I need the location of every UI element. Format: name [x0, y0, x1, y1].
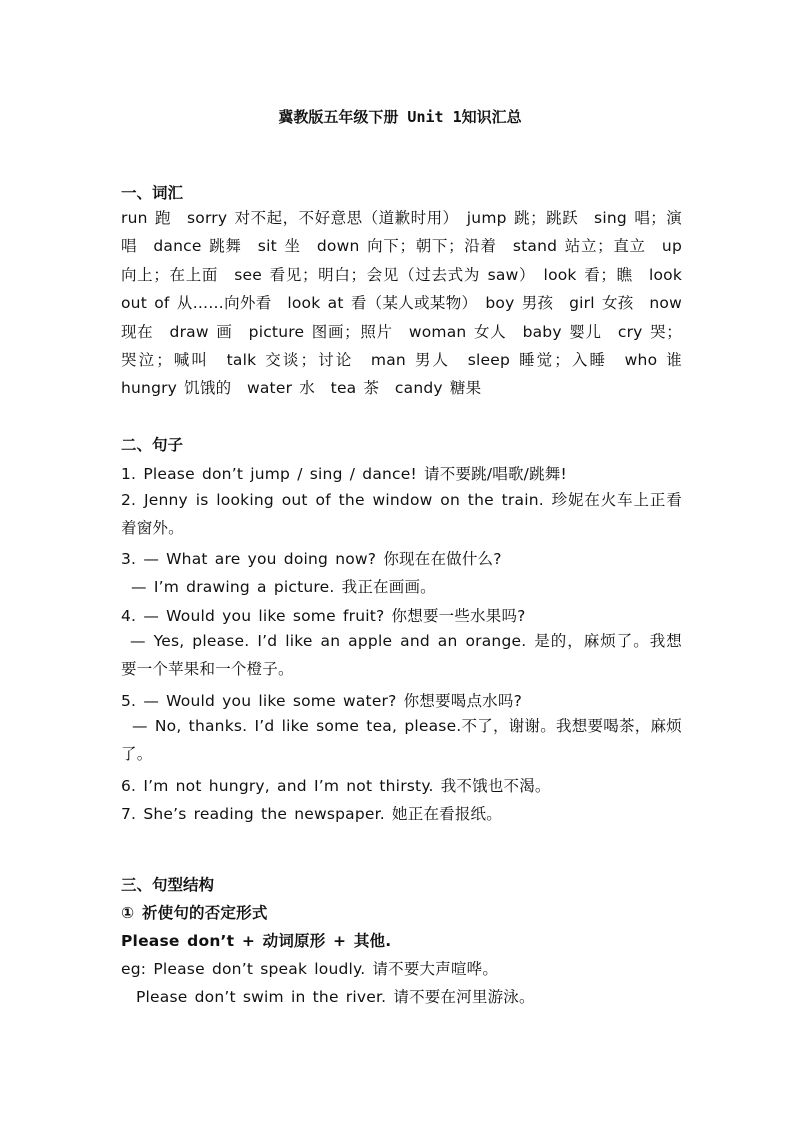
- sentence-6: 6. I’m not hungry, and I’m not thirsty. 我不饿也不渴。: [121, 777, 551, 795]
- sentence-3-question: 3. — What are you doing now? 你现在在做什么?: [121, 550, 502, 568]
- vocabulary-heading: 一、词汇: [121, 184, 184, 202]
- sentence-1: 1. Please don’t jump / sing / dance! 请不要跳/唱歌/跳舞!: [121, 465, 567, 483]
- sentence-4-question: 4. — Would you like some fruit? 你想要一些水果吗?: [121, 607, 526, 625]
- example-2: Please don’t swim in the river. 请不要在河里游泳。: [136, 988, 535, 1006]
- sentence-4-answer: — Yes, please. I’d like an apple and an orange. 是的，麻烦了。我想要一个苹果和一个橙子。: [121, 632, 682, 679]
- example-1: eg: Please don’t speak loudly. 请不要大声喧哗。: [121, 960, 499, 978]
- sentence-3-answer: — I’m drawing a picture. 我正在画画。: [131, 578, 436, 596]
- sentence-5-question: 5. — Would you like some water? 你想要喝点水吗?: [121, 692, 523, 710]
- sentence-7: 7. She’s reading the newspaper. 她正在看报纸。: [121, 805, 502, 823]
- sentence-5-answer: — No, thanks. I’d like some tea, please.不了，谢谢。我想要喝茶，麻烦了。: [121, 717, 682, 764]
- structures-heading: 三、句型结构: [121, 876, 215, 894]
- document-title: 冀教版五年级下册 Unit 1知识汇总: [278, 108, 522, 126]
- sentence-2: 2. Jenny is looking out of the window on the train. 珍妮在火车上正看着窗外。: [121, 491, 682, 538]
- structure-formula: Please don’t + 动词原形 + 其他.: [121, 932, 392, 950]
- vocabulary-text: run 跑 sorry 对不起，不好意思（道歉时用） jump 跳；跳跃 sing 唱；演唱 dance 跳舞 sit 坐 down 向下；朝下；沿着 stand 站立；直立 up 向上；在上面 see 看见；明白；会见（过去式为 saw） look 看；瞧 look out of 从……向外看 look at 看（某人或某物） boy 男孩 girl 女孩 now 现在 draw 画 picture 图画；照片 woman 女人 baby 婴儿 cry 哭；哭泣；喊叫 talk 交谈；讨论 man 男人 sleep 睡觉；入睡 who 谁 hungry 饥饿的 water 水 tea 茶 candy 糖果: [121, 209, 698, 398]
- structure-subheading: ① 祈使句的否定形式: [121, 904, 268, 922]
- sentences-heading: 二、句子: [121, 436, 184, 454]
